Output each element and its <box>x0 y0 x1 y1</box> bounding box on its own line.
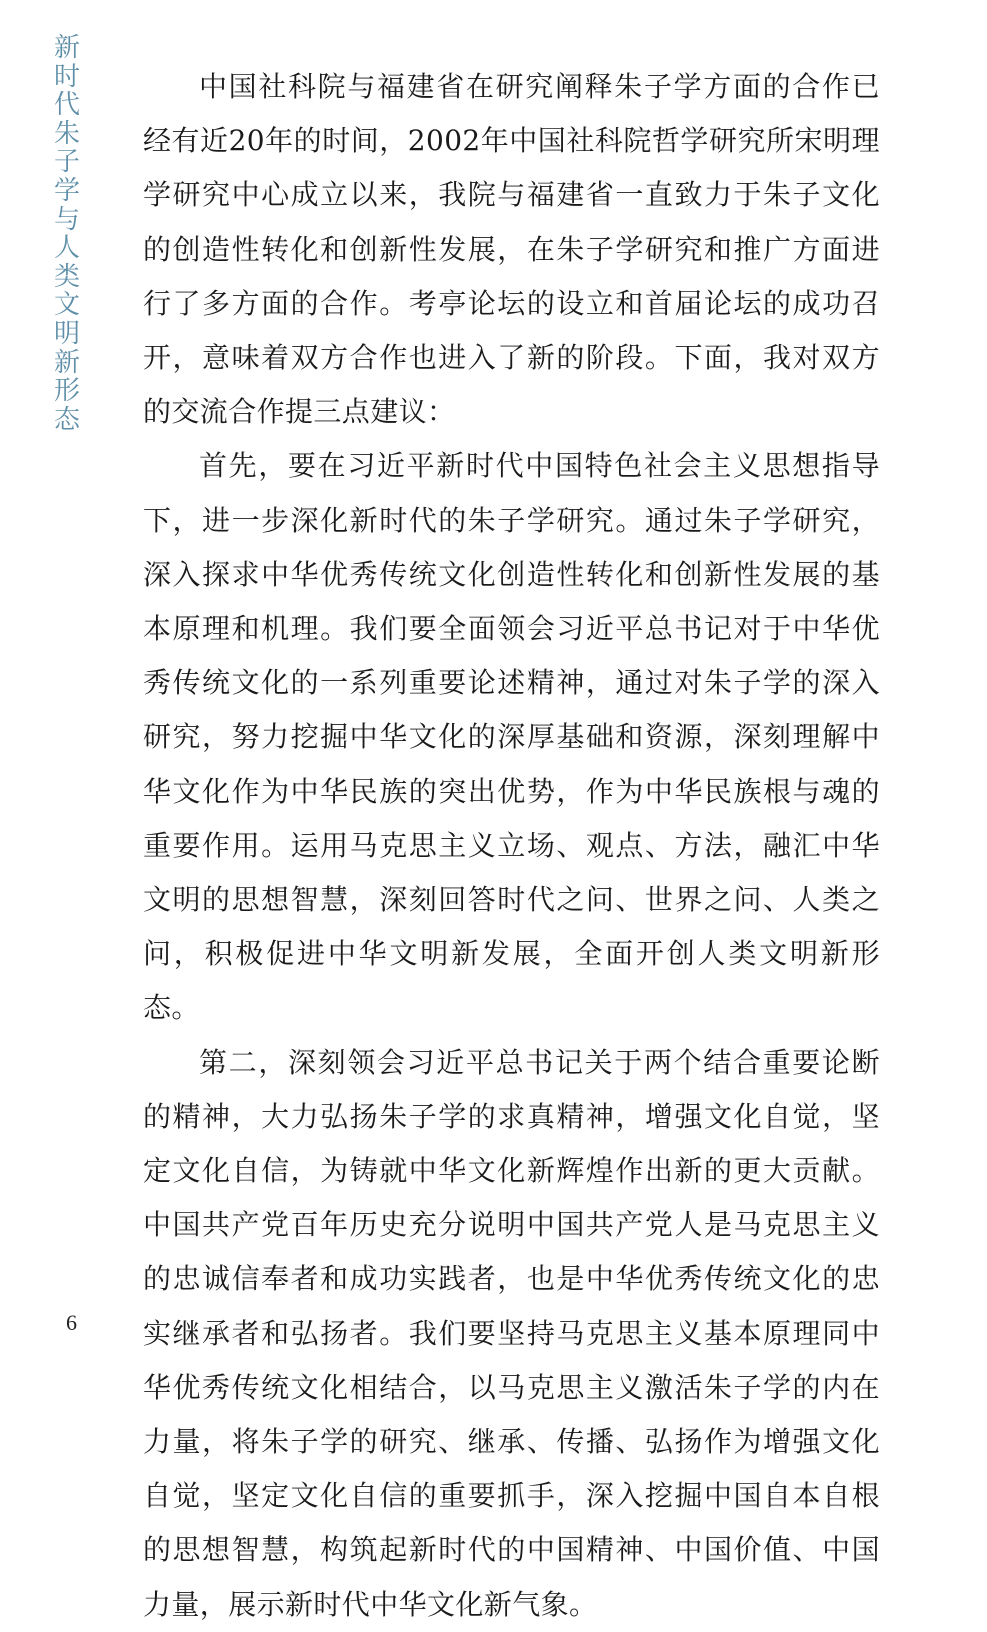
running-title: 新时代朱子学与人类文明新形态 <box>53 33 80 435</box>
page-number: 6 <box>66 1310 77 1335</box>
paragraph-2: 首先，要在习近平新时代中国特色社会主义思想指导下，进一步深化新时代的朱子学研究。通过朱子学研究，深入探求中华优秀传统文化创造性转化和创新性发展的基本原理和机理。我们要全面领会习近平总书记对于中华优秀传统文化的一系列重要论述精神，通过对朱子学的深入研究，努力挖掘中华文化的深厚基础和资源，深刻理解中华文化作为中华民族的突出优势，作为中华民族根与魂的重要作用。运用马克思主义立场、观点、方法，融汇中华文明的思想智慧，深刻回答时代之问、世界之问、人类之问，积极促进中华文明新发展，全面开创人类文明新形态。 <box>143 449 880 1025</box>
paragraph-3: 第二，深刻领会习近平总书记关于两个结合重要论断的精神，大力弘扬朱子学的求真精神，增强文化自觉，坚定文化自信，为铸就中华文化新辉煌作出新的更大贡献。中国共产党百年历史充分说明中国共产党人是马克思主义的忠诚信奉者和成功实践者，也是中华优秀传统文化的忠实继承者和弘扬者。我们要坚持马克思主义基本原理同中华优秀传统文化相结合，以马克思主义激活朱子学的内在力量，将朱子学的研究、继承、传播、弘扬作为增强文化自觉，坚定文化自信的重要抓手，深入挖掘中国自本自根的思想智慧，构筑起新时代的中国精神、中国价值、中国力量，展示新时代中华文化新气象。 <box>143 1045 880 1621</box>
body-text <box>143 60 880 1632</box>
paragraph-1: 中国社科院与福建省在研究阐释朱子学方面的合作已经有近20年的时间，2002年中国社科院哲学研究所宋明理学研究中心成立以来，我院与福建省一直致力于朱子文化的创造性转化和创新性发展，在朱子学研究和推广方面进行了多方面的合作。考亭论坛的设立和首届论坛的成功召开，意味着双方合作也进入了新的阶段。下面，我对双方的交流合作提三点建议： <box>143 70 880 429</box>
